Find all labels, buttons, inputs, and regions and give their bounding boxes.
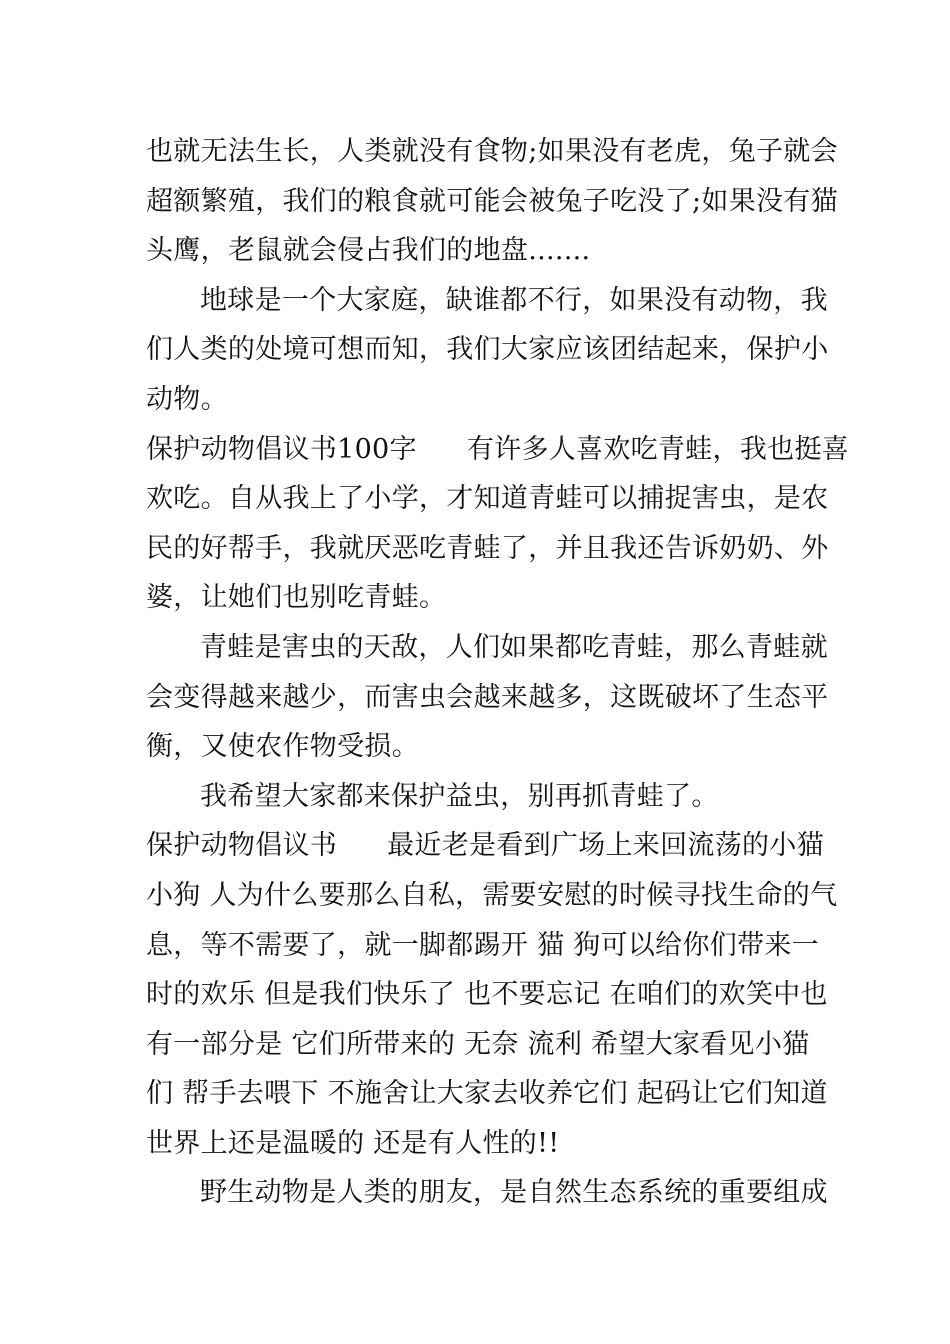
paragraph-start: 我希望大家都来保护益虫，别再抓青蛙了。 bbox=[200, 780, 719, 812]
heading-line bbox=[146, 425, 850, 475]
paragraph-start: 地球是一个大家庭，缺谁都不行，如果没有动物，我 bbox=[200, 284, 828, 316]
document-body bbox=[146, 127, 850, 1218]
paragraph-start: 野生动物是人类的朋友，是自然生态系统的重要组成 bbox=[200, 1177, 828, 1209]
paragraph-start: 青蛙是害虫的天敌，人们如果都吃青蛙，那么青蛙就 bbox=[200, 631, 828, 663]
heading-line bbox=[146, 821, 824, 871]
text-line: 世界上还是温暖的 还是有人性的!! bbox=[146, 1127, 560, 1159]
paragraph-start: 最近老是看到广场上来回流荡的小猫 bbox=[387, 830, 824, 862]
text-line: 衡，又使农作物受损。 bbox=[146, 731, 419, 763]
section-heading: 保护动物倡议书100字 bbox=[146, 433, 417, 465]
text-line: 民的好帮手，我就厌恶吃青蛙了，并且我还告诉奶奶、外 bbox=[146, 532, 829, 564]
text-line: 会变得越来越少，而害虫会越来越多，这既破坏了生态平 bbox=[146, 681, 829, 713]
text-line: 头鹰，老鼠就会侵占我们的地盘....... bbox=[146, 235, 591, 267]
section-heading: 保护动物倡议书 bbox=[146, 830, 338, 862]
text-line: 超额繁殖，我们的粮食就可能会被兔子吃没了;如果没有猫 bbox=[146, 185, 838, 217]
text-line: 们人类的处境可想而知，我们大家应该团结起来，保护小 bbox=[146, 334, 829, 366]
text-line: 婆，让她们也别吃青蛙。 bbox=[146, 582, 447, 614]
text-line: 有一部分是 它们所带来的 无奈 流利 希望大家看见小猫 bbox=[146, 1028, 810, 1060]
text-line: 们 帮手去喂下 不施舍让大家去收养它们 起码让它们知道 bbox=[146, 1078, 828, 1110]
text-line: 动物。 bbox=[146, 383, 228, 415]
text-line: 小狗 人为什么要那么自私，需要安慰的时候寻找生命的气 bbox=[146, 879, 838, 911]
text-line: 息，等不需要了，就一脚都踢开 猫 狗可以给你们带来一 bbox=[146, 929, 819, 961]
text-line: 时的欢乐 但是我们快乐了 也不要忘记 在咱们的欢笑中也 bbox=[146, 979, 828, 1011]
text-line: 也就无法生长，人类就没有食物;如果没有老虎，兔子就会 bbox=[146, 136, 838, 167]
paragraph-start: 有许多人喜欢吃青蛙，我也挺喜 bbox=[466, 433, 850, 465]
text-line: 欢吃。自从我上了小学，才知道青蛙可以捕捉害虫，是农 bbox=[146, 483, 829, 515]
